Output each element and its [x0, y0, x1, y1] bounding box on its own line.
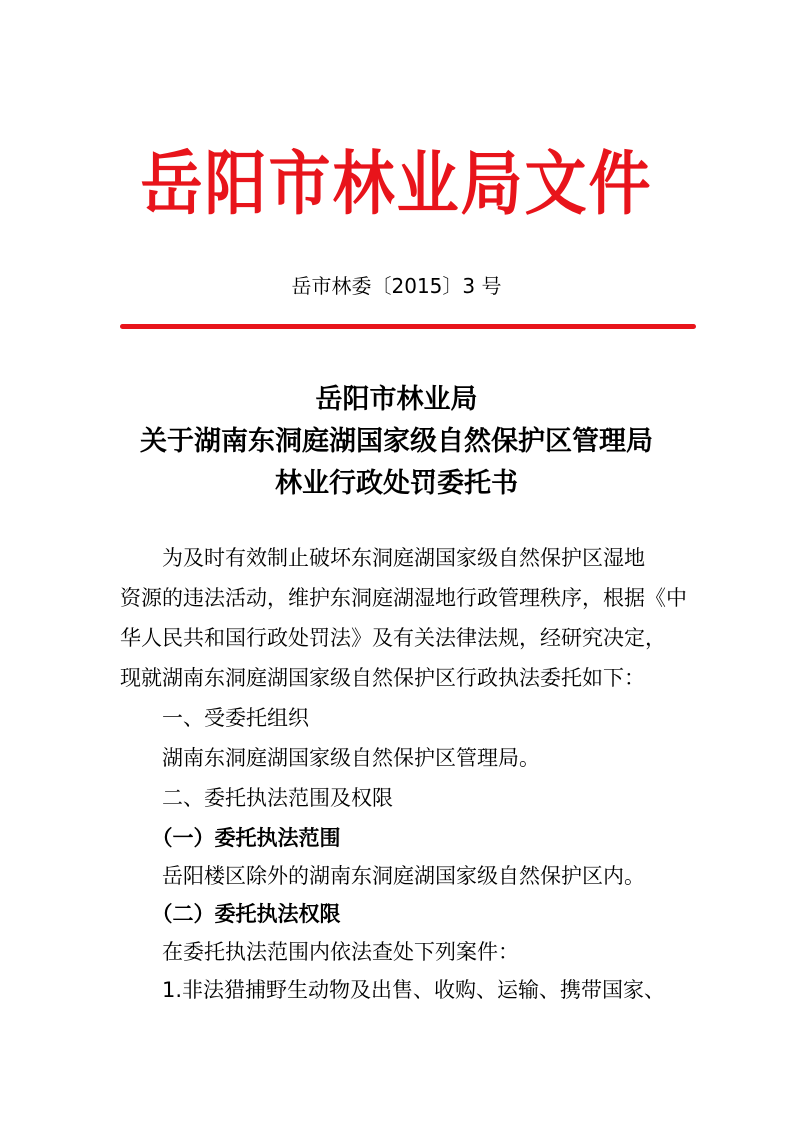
intro-line-1: 为及时有效制止破坏东洞庭湖国家级自然保护区湿地 — [120, 546, 645, 570]
title-line-3: 林业行政处罚委托书 — [275, 468, 518, 499]
red-separator-line — [120, 324, 696, 329]
section-2-heading: 二、委托执法范围及权限 — [120, 786, 393, 810]
section-1-text: 湖南东洞庭湖国家级自然保护区管理局。 — [120, 746, 540, 770]
section-1-heading: 一、受委托组织 — [120, 706, 309, 730]
title-line-2: 关于湖南东洞庭湖国家级自然保护区管理局 — [140, 426, 653, 457]
subsection-1-heading: （一）委托执法范围 — [120, 826, 341, 850]
intro-line-2: 资源的违法活动，维护东洞庭湖湿地行政管理秩序，根据《中 — [120, 586, 687, 610]
intro-line-4: 现就湖南东洞庭湖国家级自然保护区行政执法委托如下： — [120, 666, 645, 690]
subsection-2-text: 在委托执法范围内依法查处下列案件： — [120, 940, 519, 964]
subsection-2-heading: （二）委托执法权限 — [120, 902, 341, 926]
document-number: 岳市林委〔2015〕3 号 — [291, 274, 502, 298]
document-masthead: 岳阳市林业局文件 — [140, 142, 653, 225]
case-item-1: 1.非法猎捕野生动物及出售、收购、运输、携带国家、 — [120, 978, 666, 1002]
title-line-1: 岳阳市林业局 — [315, 384, 478, 415]
subsection-1-text: 岳阳楼区除外的湖南东洞庭湖国家级自然保护区内。 — [120, 864, 645, 888]
intro-line-3: 华人民共和国行政处罚法》及有关法律法规，经研究决定， — [120, 626, 666, 650]
